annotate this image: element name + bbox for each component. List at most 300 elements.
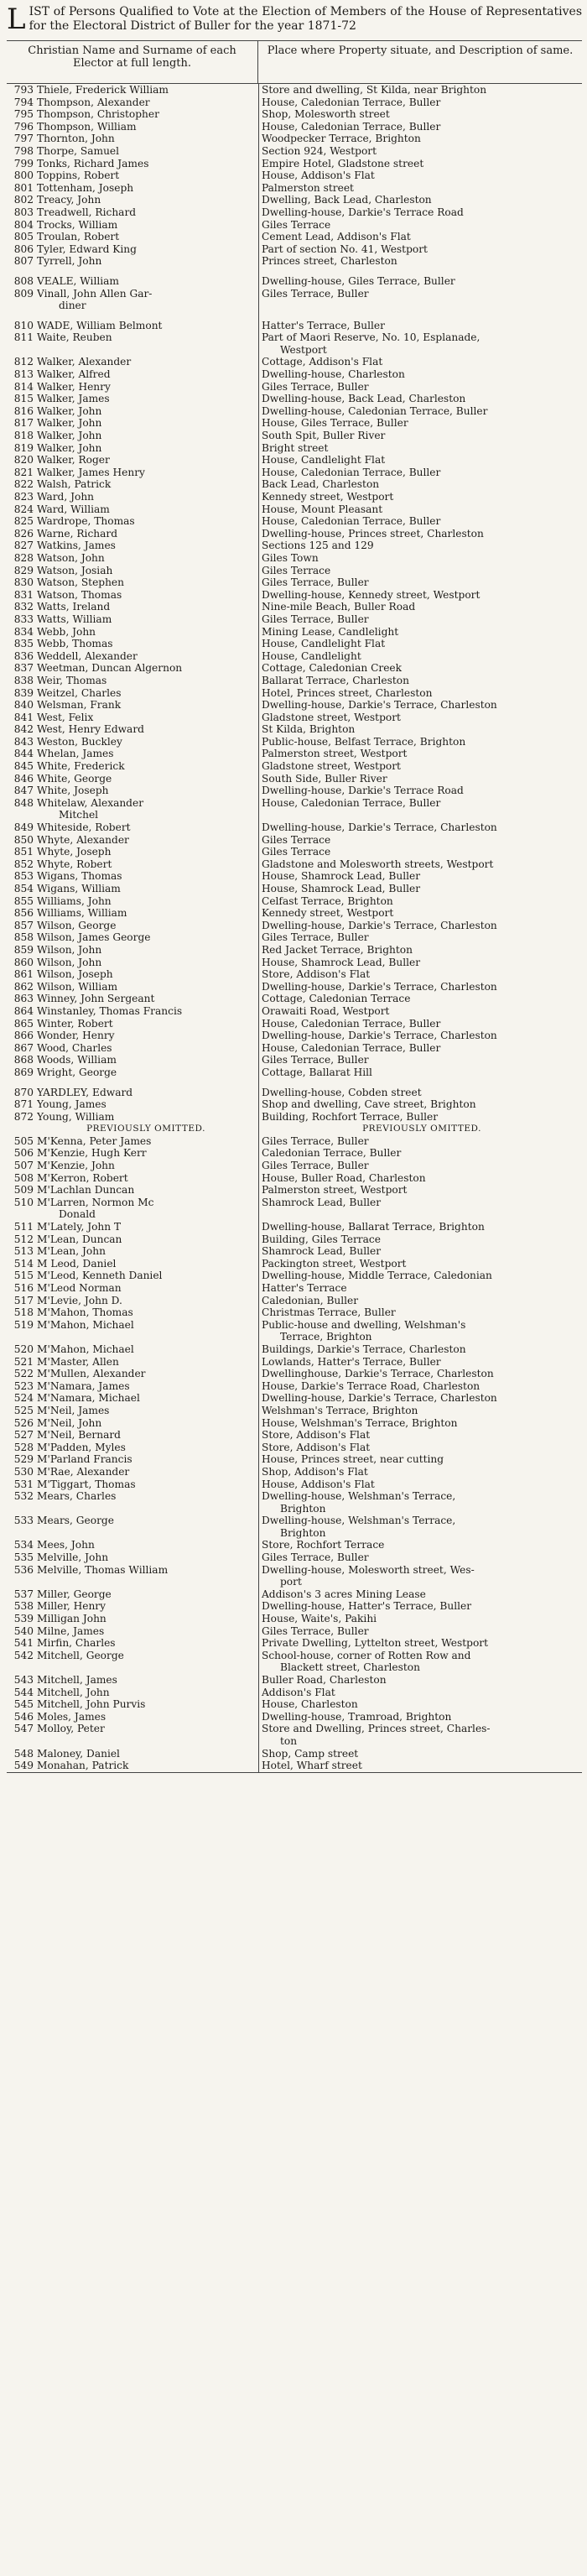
elector-name: M'Neil, James [37, 1404, 110, 1416]
elector-number: 817 [13, 417, 34, 430]
property-description: Section 924, Westport [262, 144, 377, 157]
elector-number: 841 [13, 711, 34, 723]
property-description: Dwelling-house, Darkie's Terrace, Charleston [262, 1030, 497, 1042]
property-description [258, 809, 582, 821]
property-description: Dwelling-house, Welshman's Terrace, [262, 1515, 456, 1527]
elector-name: M'Lately, John T [37, 1221, 122, 1233]
elector-name: Mees, John [37, 1539, 95, 1551]
elector-row [7, 1392, 582, 1405]
elector-number [7, 1503, 37, 1515]
elector-row [7, 1147, 582, 1160]
property-description: Blackett street, Charleston [280, 1661, 420, 1674]
elector-name: Whitelaw, Alexander [37, 796, 144, 809]
elector-row [7, 957, 582, 969]
property-description: House, Welshman's Terrace, Brighton [262, 1416, 458, 1429]
elector-row [7, 821, 582, 834]
elector-name: Melville, Thomas William [37, 1563, 169, 1576]
elector-name: M'Leod Norman [37, 1282, 122, 1294]
elector-row [7, 231, 582, 243]
elector-row [7, 589, 582, 602]
elector-list [7, 84, 582, 1773]
elector-name: Weddell, Alexander [37, 649, 138, 662]
elector-number: 524 [13, 1392, 34, 1405]
elector-number: 533 [13, 1515, 34, 1527]
elector-number: 547 [13, 1723, 34, 1735]
elector-number: 518 [13, 1306, 34, 1319]
elector-name: Warne, Richard [37, 527, 118, 540]
elector-number: 809 [13, 287, 34, 300]
elector-name: Maloney, Daniel [37, 1747, 120, 1760]
elector-number: 830 [13, 576, 34, 589]
property-description: Terrace, Brighton [280, 1331, 372, 1343]
elector-row [7, 1005, 582, 1018]
elector-number: 836 [13, 649, 34, 662]
elector-number: 844 [13, 748, 34, 760]
elector-number: 505 [13, 1134, 34, 1147]
elector-number: 845 [13, 760, 34, 773]
property-description: Giles Terrace [262, 833, 331, 846]
elector-name: M'Leod, Kenneth Daniel [37, 1270, 163, 1282]
property-description: Giles Terrace, Buller [262, 1624, 369, 1637]
elector-number: 871 [13, 1098, 34, 1111]
property-description: Dwelling-house, Middle Terrace, Caledonian [262, 1270, 492, 1282]
elector-name: White, George [37, 772, 112, 785]
elector-row [7, 931, 582, 944]
elector-number: 508 [13, 1171, 34, 1184]
property-description: Giles Terrace [262, 564, 331, 576]
property-description: Caledonian Terrace, Buller [262, 1147, 402, 1160]
elector-row [7, 515, 582, 528]
elector-row [7, 84, 582, 96]
elector-name: Tottenham, Joseph [37, 181, 134, 194]
property-description: Private Dwelling, Lyttelton street, Westport [262, 1637, 489, 1650]
property-description: Dwelling-house, Tramroad, Brighton [262, 1710, 452, 1723]
property-description: Westport [280, 343, 327, 356]
elector-number: 513 [13, 1245, 34, 1258]
property-description: Dwelling-house, Hatter's Terrace, Buller [262, 1600, 472, 1613]
elector-row [7, 748, 582, 760]
property-description: ton [280, 1734, 298, 1747]
property-description: Dwelling-house, Darkie's Terrace, Charleston [262, 980, 497, 993]
elector-row [7, 381, 582, 394]
elector-row [7, 858, 582, 871]
property-description: Woodpecker Terrace, Brighton [262, 133, 421, 145]
elector-row [7, 907, 582, 920]
elector-name: West, Felix [37, 711, 94, 723]
elector-row [7, 121, 582, 133]
property-description: Sections 125 and 129 [262, 540, 374, 552]
elector-number: 859 [13, 943, 34, 956]
elector-name: M'Lean, Duncan [37, 1233, 122, 1245]
elector-name: Walker, John [37, 404, 102, 417]
elector-row [7, 454, 582, 467]
elector-row [7, 981, 582, 993]
property-description: Princes street, Charleston [262, 255, 397, 268]
property-description: Dwelling-house, Princes street, Charleston [262, 527, 484, 540]
elector-row [7, 1356, 582, 1369]
elector-name: Mitchell, John Purvis [37, 1698, 146, 1711]
elector-number: 804 [13, 218, 34, 231]
elector-name: M'Lachlan Duncan [37, 1184, 135, 1197]
elector-number: 795 [13, 108, 34, 121]
property-description: Dwelling-house, Darkie's Terrace, Charleston [262, 1392, 497, 1405]
elector-name: White, Joseph [37, 785, 109, 797]
elector-number: 849 [13, 821, 34, 834]
property-description: House, Caledonian Terrace, Buller [262, 1041, 441, 1054]
elector-row [7, 491, 582, 503]
property-description: Back Lead, Charleston [262, 478, 380, 491]
elector-name: M'Lean, John [37, 1245, 106, 1258]
elector-row [7, 785, 582, 797]
property-description [258, 300, 582, 312]
elector-name: M'Rae, Alexander [37, 1465, 130, 1478]
property-description: Dwelling-house, Ballarat Terrace, Brighton [262, 1221, 485, 1233]
elector-row [7, 797, 582, 810]
elector-number: 532 [13, 1490, 34, 1503]
elector-number: 835 [13, 638, 34, 650]
elector-number: 818 [13, 430, 34, 442]
elector-name: M'Kenna, Peter James [37, 1134, 152, 1147]
elector-number: 810 [13, 319, 34, 331]
elector-number: 837 [13, 662, 34, 675]
elector-row [7, 1748, 582, 1760]
elector-number: 521 [13, 1355, 34, 1368]
elector-number: 538 [13, 1600, 34, 1613]
elector-number: 867 [13, 1041, 34, 1054]
elector-number: 806 [13, 242, 34, 255]
elector-row [7, 1515, 582, 1527]
elector-row [7, 1453, 582, 1466]
elector-row [7, 565, 582, 577]
property-description: Shop, Camp street [262, 1747, 359, 1760]
elector-row [7, 626, 582, 639]
property-description: Buller Road, Charleston [262, 1674, 387, 1686]
property-description: Dwelling-house, Charleston [262, 368, 405, 381]
elector-name: Donald [59, 1208, 96, 1221]
property-description: Kennedy street, Westport [262, 907, 394, 920]
property-description: Lowlands, Hatter's Terrace, Buller [262, 1355, 441, 1368]
property-description: Dwelling, Back Lead, Charleston [262, 194, 432, 206]
elector-name: Wilson, Joseph [37, 968, 113, 981]
elector-name: Watkins, James [37, 540, 116, 552]
property-description: Store, Addison's Flat [262, 968, 371, 981]
property-description: Dwelling-house, Darkie's Terrace, Charleston [262, 699, 497, 712]
elector-row [7, 1637, 582, 1650]
property-description: Dwelling-house, Welshman's Terrace, [262, 1490, 456, 1503]
property-description: Christmas Terrace, Buller [262, 1306, 396, 1319]
property-description: Addison's Flat [262, 1686, 335, 1698]
elector-row [7, 1564, 582, 1577]
elector-name: Walker, James [37, 393, 110, 405]
continuation-row [7, 1735, 582, 1748]
property-description: Dwelling-house, Darkie's Terrace, Charleston [262, 919, 497, 931]
elector-number: 829 [13, 564, 34, 576]
title-dropcap: L [7, 3, 26, 36]
elector-name: White, Frederick [37, 760, 125, 773]
elector-number: 862 [13, 980, 34, 993]
elector-name: Mitchell, James [37, 1674, 117, 1686]
elector-row [7, 1539, 582, 1551]
property-description: Building, Rochfort Terrace, Buller [262, 1110, 439, 1123]
elector-name: M'Larren, Normon Mc [37, 1196, 154, 1208]
elector-row [7, 1054, 582, 1066]
property-description: Packington street, Westport [262, 1257, 407, 1270]
elector-number: 872 [13, 1110, 34, 1123]
elector-row [7, 467, 582, 479]
elector-name: Whelan, James [37, 748, 114, 760]
elector-number: 523 [13, 1379, 34, 1392]
property-description: Brighton [280, 1526, 326, 1539]
elector-row [7, 576, 582, 589]
elector-number: 540 [13, 1624, 34, 1637]
property-description: Cottage, Caledonian Creek [262, 662, 403, 675]
property-description: House, Buller Road, Charleston [262, 1171, 426, 1184]
elector-number [7, 1576, 37, 1588]
property-description: Giles Terrace, Buller [262, 931, 369, 944]
elector-number: 516 [13, 1282, 34, 1294]
elector-name: M'Mahon, Michael [37, 1318, 134, 1331]
column-header-property: Place where Property situate, and Description of same. [267, 44, 574, 57]
elector-row [7, 1184, 582, 1197]
elector-number: 799 [13, 157, 34, 169]
property-description: Part of section No. 41, Westport [262, 242, 428, 255]
column-header [7, 40, 582, 84]
elector-name: Weitzel, Charles [37, 686, 122, 699]
elector-name: Whyte, Alexander [37, 833, 129, 846]
elector-row [7, 920, 582, 932]
elector-number: 816 [13, 404, 34, 417]
elector-row [7, 1282, 582, 1295]
elector-name: Moles, James [37, 1710, 106, 1723]
elector-name: Wilson, John [37, 956, 102, 968]
elector-row [7, 528, 582, 540]
elector-number: 869 [13, 1066, 34, 1078]
elector-name: Monahan, Patrick [37, 1760, 129, 1772]
property-description: Mining Lease, Candlelight [262, 625, 399, 638]
elector-name: Webb, Thomas [37, 638, 113, 650]
elector-row [7, 1405, 582, 1417]
elector-row [7, 417, 582, 430]
elector-row [7, 736, 582, 748]
elector-row [7, 368, 582, 381]
elector-number: 529 [13, 1453, 34, 1466]
elector-name: M'Namara, Michael [37, 1392, 140, 1405]
elector-name: West, Henry Edward [37, 723, 144, 736]
subheading-left: PREVIOUSLY OMITTED. [86, 1124, 205, 1134]
elector-number: 536 [13, 1563, 34, 1576]
elector-row [7, 1380, 582, 1393]
elector-row [7, 182, 582, 195]
elector-name: Mitchell, John [37, 1686, 110, 1698]
elector-name: Williams, John [37, 894, 112, 907]
elector-number: 819 [13, 441, 34, 454]
elector-number: 531 [13, 1478, 34, 1490]
elector-number: 832 [13, 601, 34, 613]
elector-number: 515 [13, 1270, 34, 1282]
property-description: Dwelling-house, Back Lead, Charleston [262, 393, 466, 405]
elector-number: 824 [13, 503, 34, 515]
elector-number [7, 1208, 37, 1221]
elector-number [7, 809, 37, 821]
elector-row [7, 1087, 582, 1099]
elector-name: Miller, George [37, 1588, 112, 1600]
elector-name: Troulan, Robert [37, 231, 120, 243]
elector-number: 802 [13, 194, 34, 206]
elector-number: 549 [13, 1760, 34, 1772]
electoral-roll-page [0, 5, 587, 2576]
elector-name: M'Kerron, Robert [37, 1171, 128, 1184]
property-description: Shop, Molesworth street [262, 108, 390, 121]
continuation-row [7, 1661, 582, 1674]
elector-number: 861 [13, 968, 34, 981]
elector-name: Walker, Roger [37, 454, 110, 467]
elector-row [7, 1197, 582, 1209]
elector-name: Wardrope, Thomas [37, 515, 135, 528]
elector-number: 545 [13, 1698, 34, 1711]
property-description: Cottage, Addison's Flat [262, 356, 383, 368]
property-description: Hotel, Princes street, Charleston [262, 686, 433, 699]
elector-name: Welsman, Frank [37, 699, 122, 712]
elector-number: 800 [13, 169, 34, 182]
elector-name: M'Padden, Myles [37, 1441, 126, 1453]
elector-name: M'Mahon, Thomas [37, 1306, 133, 1319]
elector-name: Wright, George [37, 1066, 117, 1078]
property-description: House, Mount Pleasant [262, 503, 383, 515]
elector-row [7, 1270, 582, 1282]
elector-number: 808 [13, 274, 34, 287]
elector-row [7, 540, 582, 552]
elector-number: 822 [13, 478, 34, 491]
elector-row [7, 712, 582, 724]
property-description: Bright street [262, 441, 329, 454]
property-description: Red Jacket Terrace, Brighton [262, 943, 413, 956]
property-description: House, Darkie's Terrace Road, Charleston [262, 1379, 481, 1392]
elector-name: Walker, James Henry [37, 466, 145, 478]
elector-name: Mitchell, George [37, 1649, 124, 1661]
property-description: Store and Dwelling, Princes street, Charles- [262, 1723, 491, 1735]
elector-number: 805 [13, 231, 34, 243]
elector-name: Thiele, Frederick William [37, 84, 169, 96]
elector-number: 530 [13, 1465, 34, 1478]
document-title [7, 5, 582, 34]
elector-number: 548 [13, 1747, 34, 1760]
elector-number: 868 [13, 1054, 34, 1066]
elector-name: Weston, Buckley [37, 735, 122, 748]
elector-name: Milligan John [37, 1613, 106, 1625]
elector-number [7, 1661, 37, 1674]
elector-number: 846 [13, 772, 34, 785]
elector-number: 814 [13, 380, 34, 393]
elector-name: Watson, Stephen [37, 576, 124, 589]
elector-name [37, 1576, 258, 1588]
elector-name: Mirfin, Charles [37, 1637, 116, 1650]
elector-row [7, 356, 582, 368]
elector-number: 794 [13, 96, 34, 108]
elector-number: 840 [13, 699, 34, 712]
elector-name: Trocks, William [37, 218, 118, 231]
property-description: Hatter's Terrace, Buller [262, 319, 385, 331]
property-description: Giles Terrace, Buller [262, 380, 369, 393]
elector-number: 517 [13, 1294, 34, 1306]
elector-number: 798 [13, 144, 34, 157]
elector-name [37, 1503, 258, 1515]
property-description: Ballarat Terrace, Charleston [262, 674, 409, 686]
section-subheading-row [7, 1123, 582, 1135]
property-description: Celfast Terrace, Brighton [262, 894, 393, 907]
elector-row [7, 870, 582, 883]
property-description: Welshman's Terrace, Brighton [262, 1404, 418, 1416]
property-description: House, Addison's Flat [262, 169, 375, 182]
elector-row [7, 1760, 582, 1772]
elector-number: 528 [13, 1441, 34, 1453]
elector-number: 833 [13, 613, 34, 625]
property-description: House, Candlelight Flat [262, 638, 386, 650]
property-description: Cottage, Caledonian Terrace [262, 993, 411, 1005]
property-description: Building, Giles Terrace [262, 1233, 381, 1245]
elector-row [7, 993, 582, 1005]
elector-number: 847 [13, 785, 34, 797]
property-description: House, Shamrock Lead, Buller [262, 956, 421, 968]
elector-row [7, 687, 582, 700]
elector-number: 823 [13, 491, 34, 503]
elector-row [7, 393, 582, 405]
continuation-row [7, 1576, 582, 1588]
elector-name: Young, James [37, 1098, 106, 1111]
elector-row [7, 1306, 582, 1319]
property-description: Giles Terrace, Buller [262, 576, 369, 589]
elector-number: 855 [13, 894, 34, 907]
elector-name: Watts, Ireland [37, 601, 111, 613]
elector-row [7, 442, 582, 455]
property-description: South Side, Buller River [262, 772, 387, 785]
elector-row [7, 1588, 582, 1601]
property-description: House, Charleston [262, 1698, 358, 1711]
elector-name: Watson, Josiah [37, 564, 113, 576]
elector-name: Woods, William [37, 1054, 117, 1066]
elector-row [7, 650, 582, 663]
property-description: Giles Terrace, Buller [262, 613, 369, 625]
elector-name: Winney, John Sergeant [37, 993, 155, 1005]
property-description: Public-house and dwelling, Welshman's [262, 1318, 466, 1331]
property-description: Store, Addison's Flat [262, 1441, 371, 1453]
elector-row [7, 675, 582, 687]
elector-row [7, 133, 582, 145]
elector-number: 825 [13, 515, 34, 528]
elector-number: 509 [13, 1184, 34, 1197]
elector-name: Tyrrell, John [37, 255, 102, 268]
elector-row [7, 1429, 582, 1442]
elector-row [7, 405, 582, 418]
elector-name: M'Kenzie, John [37, 1160, 115, 1172]
elector-number: 512 [13, 1233, 34, 1245]
elector-number: 815 [13, 393, 34, 405]
elector-row [7, 1466, 582, 1478]
elector-number: 854 [13, 883, 34, 894]
property-description: Giles Town [262, 551, 319, 564]
elector-name: Winstanley, Thomas Francis [37, 1004, 183, 1017]
property-description: Dwelling-house, Cobden street [262, 1086, 422, 1098]
property-description: Palmerston street [262, 181, 354, 194]
property-description: Shamrock Lead, Buller [262, 1245, 382, 1258]
elector-row [7, 1245, 582, 1258]
elector-number: 827 [13, 540, 34, 552]
elector-name [37, 1527, 258, 1540]
property-description: House, Caledonian Terrace, Buller [262, 515, 441, 528]
property-description: Giles Terrace, Buller [262, 287, 369, 300]
elector-name: M'Kenzie, Hugh Kerr [37, 1147, 147, 1160]
property-description: Public-house, Belfast Terrace, Brighton [262, 735, 466, 748]
elector-name: Mitchel [59, 809, 99, 821]
